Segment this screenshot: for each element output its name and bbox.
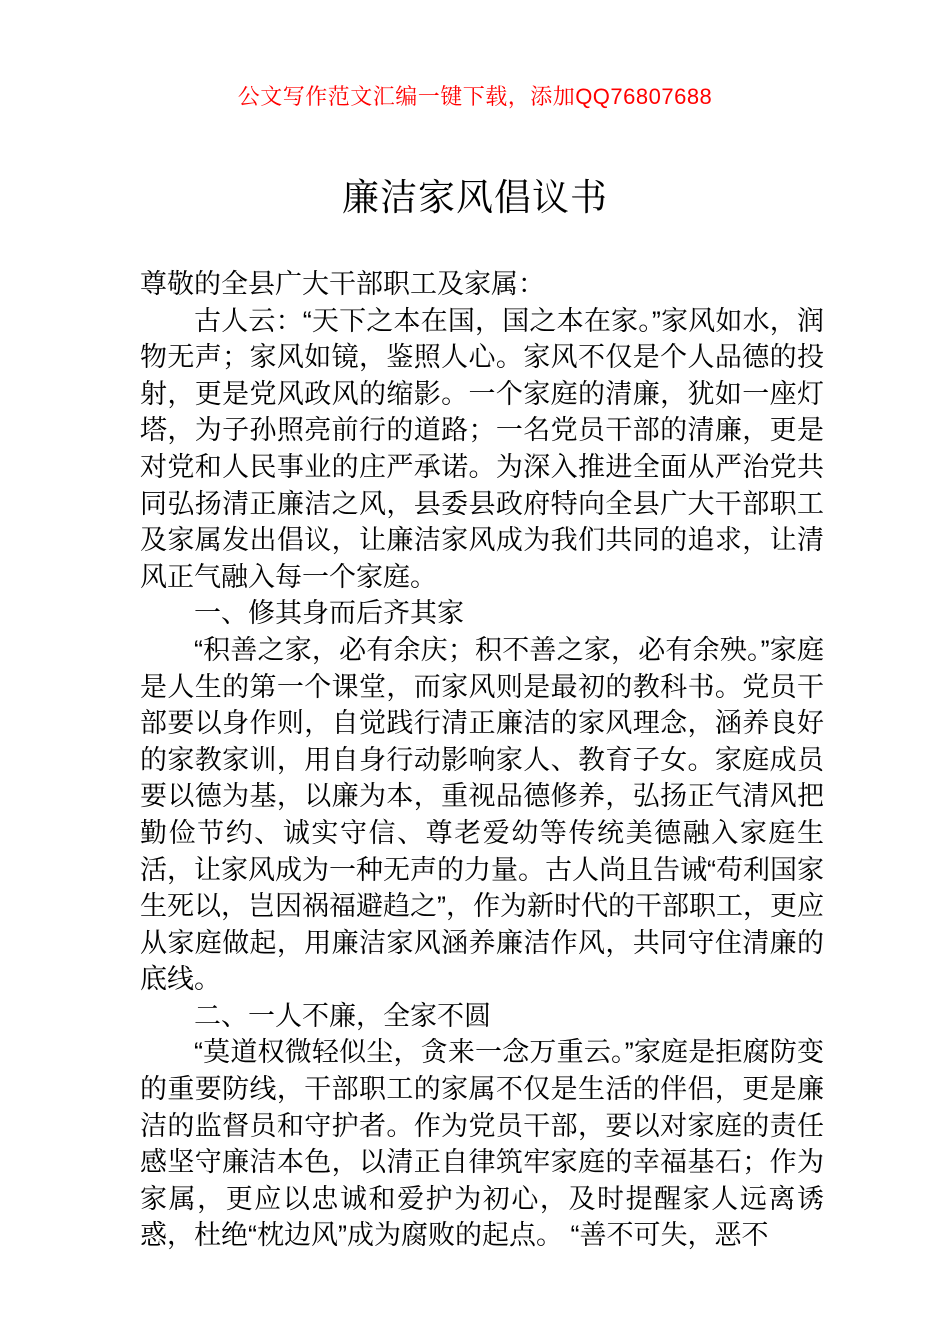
promo-banner-text: 公文写作范文汇编一键下载，添加QQ76807688 [237,84,713,109]
body-paragraph: “积善之家，必有余庆；积不善之家，必有余殃。”家庭是人生的第一个课堂，而家风则是最初的教科书。党员干部要以身作则，自觉践行清正廉洁的家风理念，涵养良好的家教家训，用自身行动影响家人、教育子女。家庭成员要以德为基，以廉为本，重视品德修养，弘扬正气清风把勤俭节约、诚实守信、尊老爱幼等传统美德融入家庭生活，让家风成为一种无声的力量。古人尚且告诫“苟利国家生死以，岂因祸福避趋之”，作为新时代的干部职工，更应从家庭做起，用廉洁家风涵养廉洁作风，共同守住清廉的底线。 [140,634,824,995]
body-paragraph: 古人云：“天下之本在国，国之本在家。”家风如水，润物无声；家风如镜，鉴照人心。家风不仅是个人品德的投射，更是党风政风的缩影。一个家庭的清廉，犹如一座灯塔，为子孙照亮前行的道路；一名党员干部的清廉，更是对党和人民事业的庄严承诺。为深入推进全面从严治党共同弘扬清正廉洁之风，县委县政府特向全县广大干部职工及家属发出倡议，让廉洁家风成为我们共同的追求，让清风正气融入每一个家庭。 [140,305,824,592]
salutation-line: 尊敬的全县广大干部职工及家属： [140,269,545,299]
document-title: 廉洁家风倡议书 [342,177,608,218]
document-body [140,266,824,1254]
body-paragraph: “莫道权微轻似尘，贪来一念万重云。”家庭是拒腐防变的重要防线，干部职工的家属不仅是生活的伴侣，更是廉洁的监督员和守护者。作为党员干部，要以对家庭的责任感坚守廉洁本色，以清正自律筑牢家庭的幸福基石；作为家属，更应以忠诚和爱护为初心，及时提醒家人远离诱惑，杜绝“枕边风”成为腐败的起点。 “善不可失，恶不 [140,1037,824,1251]
section-heading: 一、修其身而后齐其家 [194,598,464,629]
section-heading: 二、一人不廉，全家不圆 [194,1000,491,1031]
